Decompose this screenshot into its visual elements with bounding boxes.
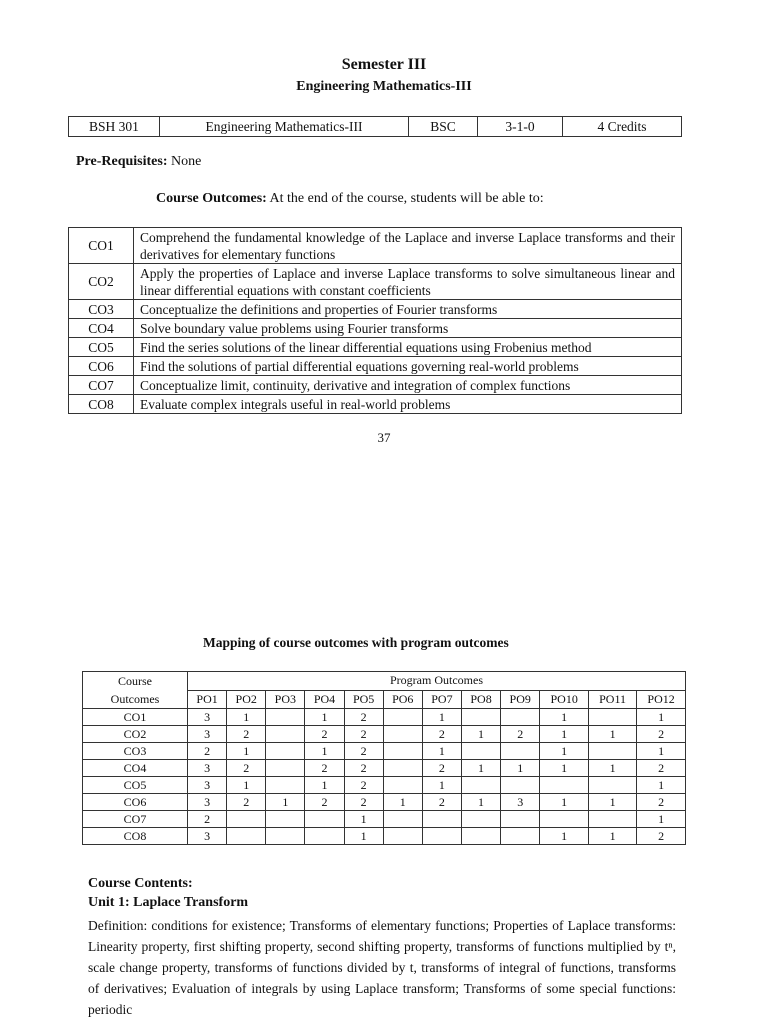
course-ltp-cell: 3-1-0 <box>478 117 563 137</box>
co-description: Apply the properties of Laplace and inverse Laplace transforms to solve simultaneous linear and linear differential equations with constant coefficients <box>134 264 682 300</box>
po-header: PO10 <box>540 690 589 709</box>
table-row <box>83 743 686 760</box>
mapping-cell: 2 <box>344 760 383 777</box>
mapping-title: Mapping of course outcomes with program outcomes <box>203 635 509 650</box>
mapping-cell <box>501 811 540 828</box>
mapping-cell: 3 <box>188 828 227 845</box>
course-outcomes-header <box>83 672 188 709</box>
unit1-text: Definition: conditions for existence; Transforms of elementary functions; Properties of Laplace transforms: Linearity property, first shifting property, second shifting property, transforms of functions multiplied by tⁿ, scale change property, transforms of functions divided by t, transforms of integral of functions, transforms of derivatives; Evaluation of integrals by using Laplace transform; Transforms of some special functions: periodic <box>88 918 676 1017</box>
mapping-cell: 2 <box>637 726 686 743</box>
mapping-cell: 1 <box>227 777 266 794</box>
mapping-cell <box>501 777 540 794</box>
mapping-cell <box>461 777 500 794</box>
course-header-line1: Course <box>118 674 152 688</box>
mapping-co-label: CO1 <box>83 709 188 726</box>
mapping-cell: 1 <box>461 726 500 743</box>
mapping-cell <box>266 828 305 845</box>
po-header: PO5 <box>344 690 383 709</box>
mapping-cell <box>501 709 540 726</box>
mapping-cell: 2 <box>344 777 383 794</box>
mapping-cell <box>227 828 266 845</box>
course-outcomes-table <box>68 227 682 414</box>
mapping-cell <box>383 726 422 743</box>
mapping-cell <box>266 743 305 760</box>
mapping-cell <box>383 828 422 845</box>
table-row <box>69 338 682 357</box>
mapping-cell: 2 <box>637 760 686 777</box>
mapping-cell: 2 <box>188 811 227 828</box>
co-description: Evaluate complex integrals useful in real-world problems <box>134 395 682 414</box>
course-category-cell: BSC <box>409 117 478 137</box>
table-row <box>83 811 686 828</box>
table-row <box>83 777 686 794</box>
mapping-cell: 1 <box>305 777 344 794</box>
course-header-line2: Outcomes <box>110 692 160 706</box>
po-header: PO3 <box>266 690 305 709</box>
co-description: Find the solutions of partial differential equations governing real-world problems <box>134 357 682 376</box>
mapping-cell: 3 <box>188 726 227 743</box>
mapping-cell <box>501 743 540 760</box>
mapping-cell: 1 <box>540 828 589 845</box>
course-name-cell: Engineering Mathematics-III <box>160 117 409 137</box>
mapping-cell: 2 <box>227 794 266 811</box>
mapping-cell: 3 <box>188 709 227 726</box>
co-code: CO3 <box>69 300 134 319</box>
table-row <box>69 319 682 338</box>
mapping-cell: 2 <box>422 794 461 811</box>
table-row <box>83 709 686 726</box>
mapping-cell: 1 <box>422 743 461 760</box>
co-code: CO2 <box>69 264 134 300</box>
semester-title: Semester III <box>341 56 427 73</box>
course-info-row <box>69 117 682 137</box>
mapping-cell <box>461 811 500 828</box>
po-header: PO7 <box>422 690 461 709</box>
mapping-cell <box>501 828 540 845</box>
mapping-cell: 1 <box>589 726 637 743</box>
po-header: PO6 <box>383 690 422 709</box>
mapping-cell: 1 <box>637 709 686 726</box>
po-header: PO2 <box>227 690 266 709</box>
mapping-cell: 1 <box>540 709 589 726</box>
mapping-cell <box>589 709 637 726</box>
mapping-cell: 1 <box>501 760 540 777</box>
mapping-cell <box>589 777 637 794</box>
mapping-cell: 1 <box>305 709 344 726</box>
table-row <box>69 300 682 319</box>
mapping-cell <box>305 811 344 828</box>
mapping-cell: 1 <box>461 760 500 777</box>
mapping-cell <box>540 811 589 828</box>
co-description: Comprehend the fundamental knowledge of the Laplace and inverse Laplace transforms and their derivatives for elementary functions <box>134 228 682 264</box>
mapping-cell <box>589 743 637 760</box>
course-outcomes-intro <box>156 191 544 207</box>
mapping-cell: 1 <box>540 743 589 760</box>
mapping-cell: 1 <box>540 794 589 811</box>
table-row <box>69 395 682 414</box>
mapping-cell <box>422 828 461 845</box>
mapping-cell: 1 <box>422 709 461 726</box>
mapping-cell: 1 <box>344 828 383 845</box>
mapping-cell <box>383 709 422 726</box>
mapping-cell: 2 <box>188 743 227 760</box>
mapping-cell: 1 <box>227 709 266 726</box>
mapping-cell: 1 <box>589 794 637 811</box>
mapping-cell <box>461 709 500 726</box>
mapping-cell <box>383 777 422 794</box>
unit1-title: Unit 1: Laplace Transform <box>88 895 249 910</box>
mapping-cell: 2 <box>305 726 344 743</box>
po-header: PO4 <box>305 690 344 709</box>
mapping-cell <box>383 811 422 828</box>
course-title: Engineering Mathematics-III <box>296 79 472 94</box>
mapping-cell <box>227 811 266 828</box>
mapping-header-row <box>83 672 686 691</box>
co-description: Find the series solutions of the linear differential equations using Frobenius method <box>134 338 682 357</box>
mapping-cell <box>589 811 637 828</box>
mapping-cell: 2 <box>344 709 383 726</box>
mapping-cell: 3 <box>501 794 540 811</box>
course-outcomes-label: Course Outcomes: <box>156 191 267 206</box>
mapping-co-label: CO6 <box>83 794 188 811</box>
po-header: PO1 <box>188 690 227 709</box>
course-code-cell: BSH 301 <box>69 117 160 137</box>
co-code: CO6 <box>69 357 134 376</box>
table-row <box>69 264 682 300</box>
mapping-cell: 1 <box>637 777 686 794</box>
table-row <box>83 794 686 811</box>
co-description: Conceptualize limit, continuity, derivative and integration of complex functions <box>134 376 682 395</box>
mapping-cell: 2 <box>305 760 344 777</box>
mapping-cell <box>461 743 500 760</box>
mapping-cell: 3 <box>188 777 227 794</box>
mapping-cell: 2 <box>422 726 461 743</box>
mapping-cell: 1 <box>344 811 383 828</box>
prerequisites <box>76 154 201 170</box>
mapping-cell <box>383 760 422 777</box>
po-header: PO9 <box>501 690 540 709</box>
mapping-cell <box>266 760 305 777</box>
mapping-cell: 1 <box>589 760 637 777</box>
mapping-cell: 2 <box>344 743 383 760</box>
mapping-cell: 2 <box>637 794 686 811</box>
course-outcomes-intro-text: At the end of the course, students will be able to: <box>266 191 544 206</box>
prerequisites-value: None <box>167 154 202 169</box>
mapping-cell: 1 <box>637 811 686 828</box>
mapping-cell <box>422 811 461 828</box>
program-outcomes-header: Program Outcomes <box>188 672 686 691</box>
mapping-cell: 1 <box>227 743 266 760</box>
mapping-cell <box>266 777 305 794</box>
page-number: 37 <box>377 430 391 445</box>
mapping-co-label: CO4 <box>83 760 188 777</box>
course-info-table <box>68 116 682 137</box>
table-row <box>83 828 686 845</box>
co-po-mapping-table <box>82 671 686 845</box>
table-row <box>69 357 682 376</box>
co-code: CO7 <box>69 376 134 395</box>
course-contents-heading: Course Contents: <box>88 876 193 891</box>
mapping-cell: 1 <box>461 794 500 811</box>
mapping-co-label: CO3 <box>83 743 188 760</box>
mapping-cell: 3 <box>188 794 227 811</box>
mapping-cell: 1 <box>305 743 344 760</box>
mapping-cell: 1 <box>540 726 589 743</box>
mapping-cell <box>266 811 305 828</box>
table-row <box>69 228 682 264</box>
mapping-cell: 2 <box>227 726 266 743</box>
mapping-cell: 1 <box>637 743 686 760</box>
mapping-cell: 1 <box>422 777 461 794</box>
prerequisites-label: Pre-Requisites: <box>76 154 168 169</box>
mapping-cell: 3 <box>188 760 227 777</box>
table-row <box>83 760 686 777</box>
co-code: CO8 <box>69 395 134 414</box>
mapping-cell: 1 <box>266 794 305 811</box>
mapping-cell <box>383 743 422 760</box>
co-code: CO5 <box>69 338 134 357</box>
table-row <box>83 726 686 743</box>
mapping-co-label: CO5 <box>83 777 188 794</box>
table-row <box>69 376 682 395</box>
mapping-cell <box>540 777 589 794</box>
mapping-co-label: CO8 <box>83 828 188 845</box>
mapping-cell <box>305 828 344 845</box>
mapping-cell: 1 <box>589 828 637 845</box>
co-code: CO1 <box>69 228 134 264</box>
po-header: PO8 <box>461 690 500 709</box>
mapping-cell: 2 <box>344 726 383 743</box>
mapping-cell <box>266 709 305 726</box>
mapping-cell <box>266 726 305 743</box>
co-code: CO4 <box>69 319 134 338</box>
co-description: Conceptualize the definitions and properties of Fourier transforms <box>134 300 682 319</box>
mapping-cell: 2 <box>305 794 344 811</box>
mapping-cell: 2 <box>637 828 686 845</box>
co-description: Solve boundary value problems using Fourier transforms <box>134 319 682 338</box>
po-header: PO11 <box>589 690 637 709</box>
mapping-cell: 1 <box>383 794 422 811</box>
mapping-cell <box>461 828 500 845</box>
course-credits-cell: 4 Credits <box>563 117 682 137</box>
mapping-co-label: CO2 <box>83 726 188 743</box>
mapping-cell: 2 <box>227 760 266 777</box>
mapping-cell: 2 <box>344 794 383 811</box>
po-header: PO12 <box>637 690 686 709</box>
mapping-co-label: CO7 <box>83 811 188 828</box>
mapping-cell: 2 <box>422 760 461 777</box>
mapping-cell: 1 <box>540 760 589 777</box>
mapping-cell: 2 <box>501 726 540 743</box>
